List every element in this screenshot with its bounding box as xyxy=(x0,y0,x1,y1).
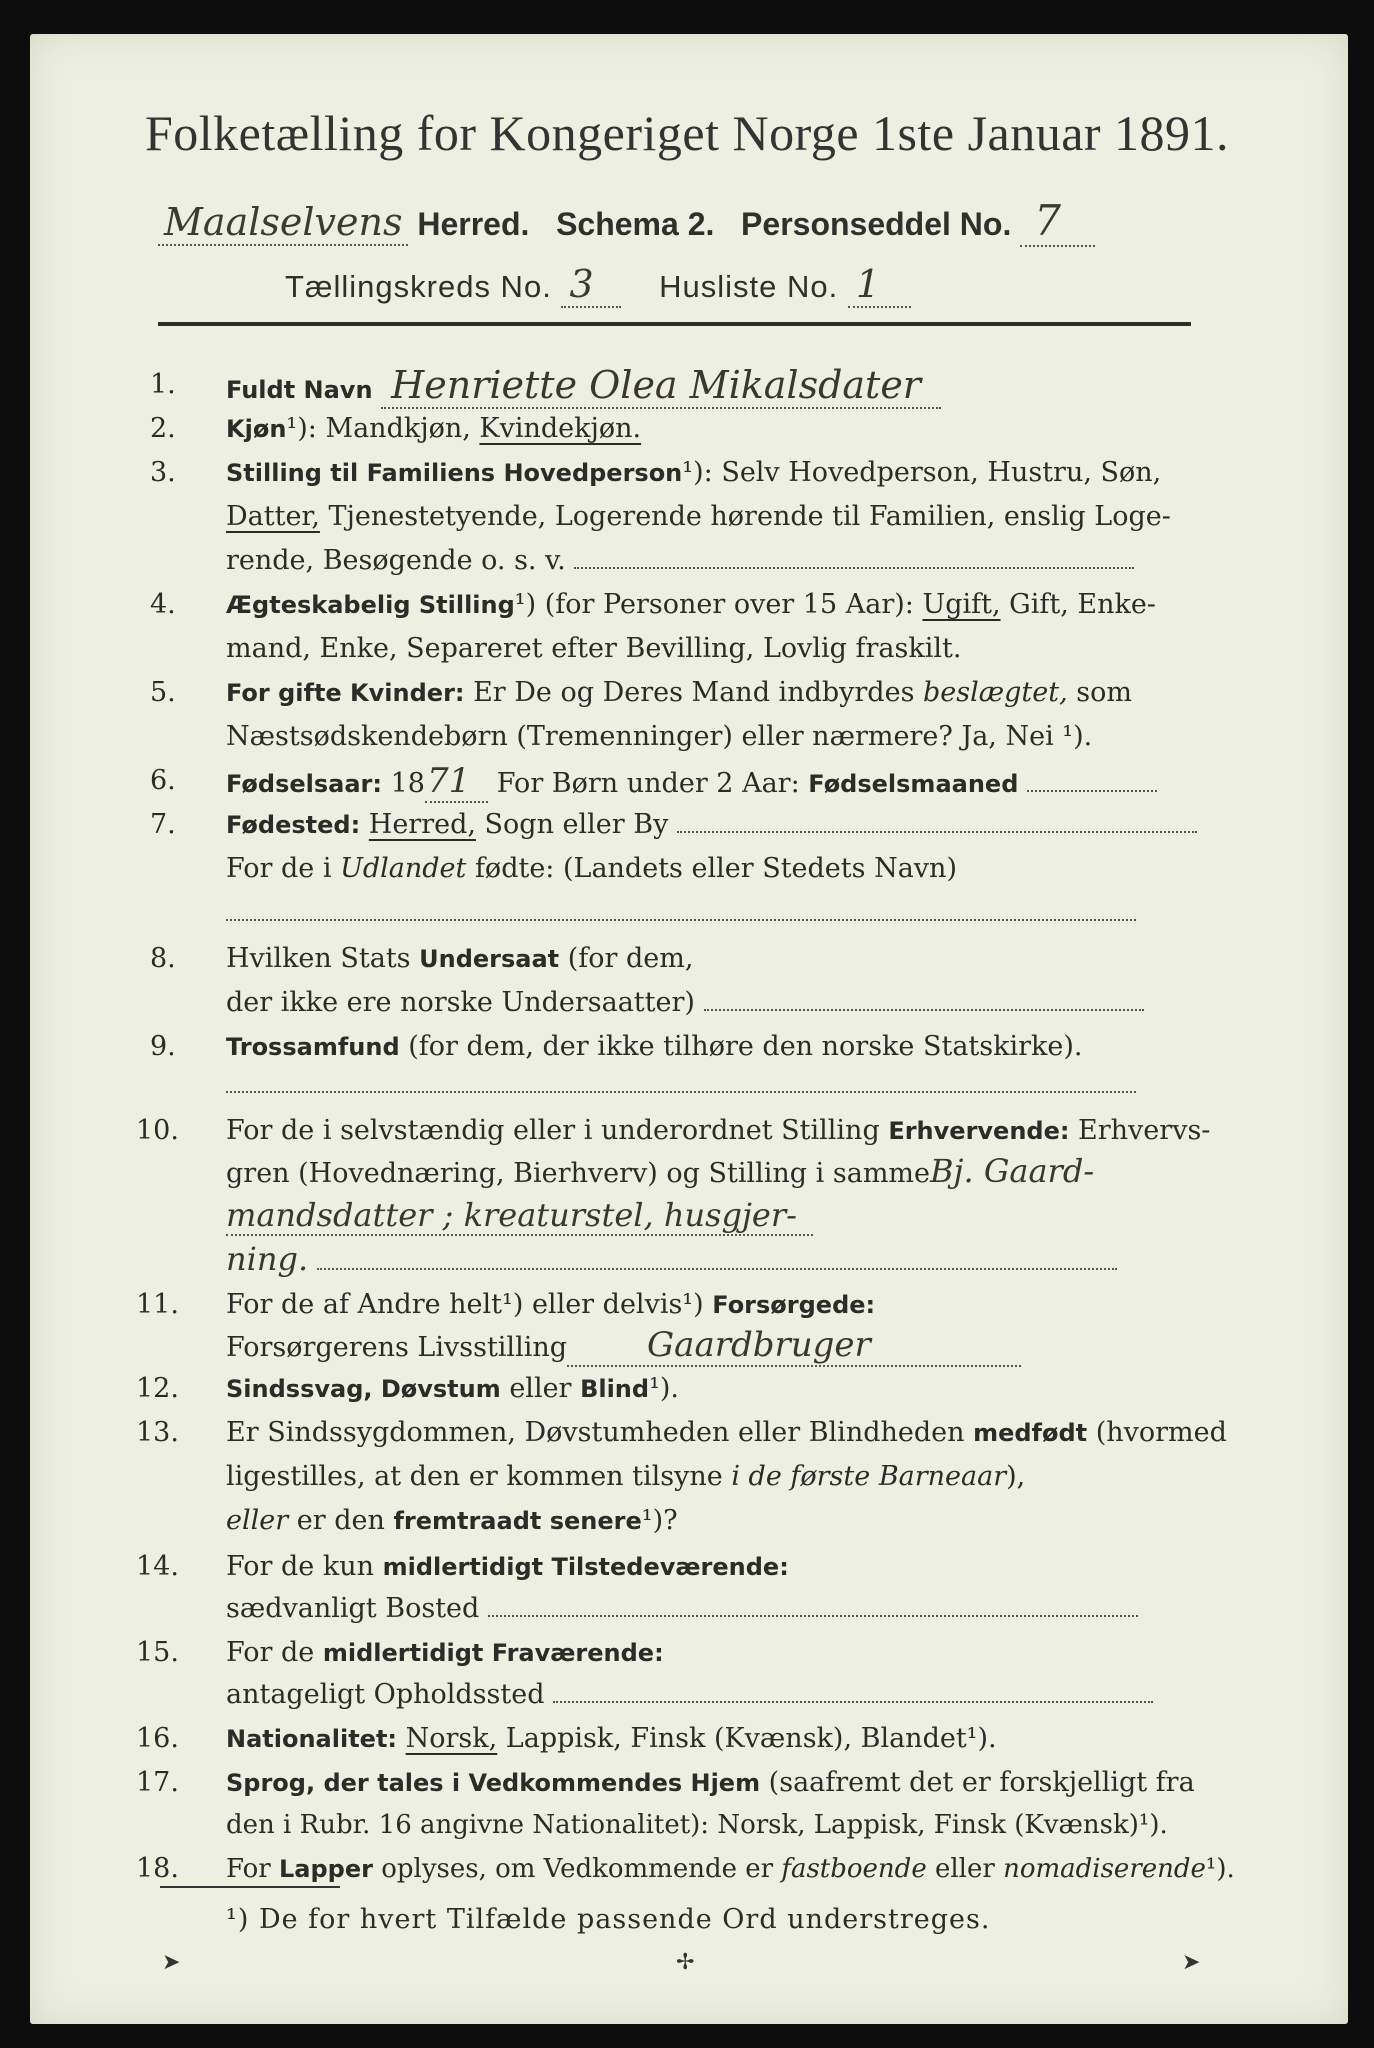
provider-occupation-answer: Gaardbruger xyxy=(567,1325,1021,1367)
question-text: For de kun xyxy=(226,1551,383,1582)
question-label: Fødested: xyxy=(226,811,361,839)
nationality-selected: Norsk, xyxy=(405,1723,498,1754)
question-label: Lapper xyxy=(278,1855,373,1883)
question-number: 6. xyxy=(150,765,176,796)
question-body xyxy=(226,1152,1094,1193)
question-body xyxy=(226,630,961,668)
question-body xyxy=(226,894,1136,932)
registration-mark-icon: ✢ xyxy=(676,1950,695,1975)
full-name-answer: Henriette Olea Mikalsdater xyxy=(381,363,941,409)
question-number: 17. xyxy=(136,1767,179,1798)
gender-selected: Kvindekjøn. xyxy=(479,413,642,444)
question-number: 10. xyxy=(136,1115,179,1146)
question-italic: eller xyxy=(226,1505,289,1536)
question-label: Trossamfund xyxy=(226,1033,400,1061)
question-body xyxy=(226,674,1132,712)
birth-year-prefix: 18 xyxy=(382,768,425,799)
question-text: For de xyxy=(226,1637,323,1668)
question-text: Tjenestetyende, Logerende hørende til Familien, enslig Loge- xyxy=(319,501,1171,532)
question-body xyxy=(226,1112,1210,1150)
question-number: 2. xyxy=(150,413,176,444)
question-number: 18. xyxy=(136,1853,179,1884)
question-text: er den xyxy=(288,1505,394,1536)
question-text: rende, Besøgende o. s. v. xyxy=(226,545,566,576)
question-body xyxy=(226,410,641,448)
personseddel-number: 7 xyxy=(1020,196,1095,247)
question-label: Ægteskabelig Stilling xyxy=(226,591,515,619)
question-text: fødte: (Landets eller Stedets Navn) xyxy=(466,853,957,884)
question-text: oplyses, om Vedkommende er xyxy=(372,1854,782,1884)
question-text: der ikke ere norske Undersaatter) xyxy=(226,987,695,1018)
kreds-number: 3 xyxy=(561,262,620,308)
occupation-answer-1: Bj. Gaard- xyxy=(930,1152,1095,1190)
question-label: Undersaat xyxy=(419,945,560,973)
question-body xyxy=(226,1028,1082,1066)
marital-status-selected: Ugift, xyxy=(922,589,1001,620)
question-label: Stilling til Familiens Hovedperson xyxy=(226,459,683,487)
question-body xyxy=(226,586,1156,624)
question-text: Lappisk, Finsk (Kvænsk), Blandet¹). xyxy=(497,1723,997,1754)
question-text: For de af Andre helt¹) eller delvis¹) xyxy=(226,1289,713,1320)
question-number: 7. xyxy=(150,809,176,840)
question-text: (hvormed xyxy=(1087,1417,1227,1448)
question-number: 4. xyxy=(150,589,176,620)
question-text: (saafremt det er forskjelligt fra xyxy=(760,1767,1195,1798)
question-body xyxy=(226,1286,875,1324)
question-label: midlertidigt Tilstedeværende: xyxy=(382,1553,789,1581)
question-label: Sprog, der tales i Vedkommendes Hjem xyxy=(226,1769,761,1797)
schema-label: Schema 2. xyxy=(556,206,715,242)
question-body xyxy=(226,1676,1153,1714)
question-body xyxy=(226,940,693,978)
question-number: 13. xyxy=(136,1417,179,1448)
question-number: 8. xyxy=(150,943,176,974)
question-body xyxy=(226,454,1161,492)
question-text: ¹): Mandkjøn, xyxy=(286,413,480,444)
question-text: ¹). xyxy=(649,1373,680,1404)
question-text: Næstsødskendebørn (Tremenninger) eller nærmere? Ja, Nei ¹). xyxy=(226,721,1093,752)
question-italic: fastboende xyxy=(781,1854,927,1884)
form-title: Folketælling for Kongeriget Norge 1ste Januar 1891. xyxy=(144,105,1230,161)
question-label: Nationalitet: xyxy=(226,1725,398,1753)
question-body xyxy=(226,1458,1025,1496)
question-text: gren (Hovednæring, Bierhverv) og Stilling i samme xyxy=(226,1158,931,1189)
header-line-schema xyxy=(158,196,1095,245)
question-text: ¹) (for Personer over 15 Aar): xyxy=(514,589,923,620)
question-body xyxy=(226,984,1144,1022)
birth-year-answer: 71 xyxy=(425,761,488,803)
dotted-line xyxy=(677,825,1197,833)
question-label: Fuldt Navn xyxy=(226,376,373,404)
question-text: sædvanligt Bosted xyxy=(226,1593,480,1624)
question-body xyxy=(226,363,941,409)
footnote: ¹) De for hvert Tilfælde passende Ord understreges. xyxy=(226,1904,991,1935)
question-text: (for dem, der ikke tilhøre den norske Statskirke). xyxy=(399,1031,1083,1062)
question-text: Gift, Enke- xyxy=(1000,589,1156,620)
question-body xyxy=(226,1240,1117,1281)
question-text: mand, Enke, Separeret efter Bevilling, Lovlig fraskilt. xyxy=(226,633,962,664)
question-number: 9. xyxy=(150,1031,176,1062)
question-italic: nomadiserende xyxy=(1003,1854,1206,1884)
question-text: Er Sindssygdommen, Døvstumheden eller Blindheden xyxy=(226,1417,974,1448)
dotted-line xyxy=(488,1609,1138,1617)
dotted-line xyxy=(553,1695,1153,1703)
question-body xyxy=(226,1806,1168,1844)
question-body xyxy=(226,1502,678,1540)
birthplace-selected: Herred, xyxy=(368,809,476,840)
question-text: ligestilles, at den er kommen tilsyne xyxy=(226,1461,732,1492)
question-label: For gifte Kvinder: xyxy=(226,679,465,707)
husliste-number: 1 xyxy=(848,262,911,308)
footnote-rule xyxy=(160,1886,340,1888)
question-italic: Udlandet xyxy=(340,853,467,884)
question-body xyxy=(226,806,1197,844)
question-text: antageligt Opholdssted xyxy=(226,1679,545,1710)
question-body xyxy=(226,1634,664,1672)
dotted-line xyxy=(317,1262,1117,1270)
question-number: 14. xyxy=(136,1551,179,1582)
dotted-line xyxy=(1027,784,1157,792)
occupation-answer-2: mandsdatter ; kreaturstel, husgjer- xyxy=(226,1196,813,1236)
question-number: 3. xyxy=(150,457,176,488)
question-body xyxy=(226,1066,1136,1104)
question-text: Forsørgerens Livsstilling xyxy=(226,1332,568,1363)
question-italic: beslægtet, xyxy=(923,677,1068,708)
question-body xyxy=(226,1764,1195,1802)
question-body xyxy=(226,762,1157,803)
question-label: Sindssvag, Døvstum xyxy=(226,1375,501,1403)
question-text: som xyxy=(1067,677,1132,708)
kreds-label: Tællingskreds No. xyxy=(285,269,552,304)
question-body xyxy=(226,1720,997,1758)
question-label: Fødselsmaaned xyxy=(808,770,1019,798)
question-number: 12. xyxy=(136,1373,179,1404)
registration-mark-icon: ➤ xyxy=(1182,1950,1201,1975)
question-body xyxy=(226,1414,1227,1452)
husliste-label: Husliste No. xyxy=(659,269,839,304)
question-text: For xyxy=(226,1854,279,1884)
question-text: For Børn under 2 Aar: xyxy=(488,768,809,799)
occupation-answer-3: ning. xyxy=(226,1240,309,1278)
question-text: For de i xyxy=(226,853,341,884)
question-number: 16. xyxy=(136,1723,179,1754)
dotted-line xyxy=(574,561,1134,569)
personseddel-label: Personseddel No. xyxy=(741,206,1012,242)
question-number: 5. xyxy=(150,677,176,708)
question-text: den i Rubr. 16 angivne Nationalitet): Norsk, Lappisk, Finsk (Kvænsk)¹). xyxy=(226,1810,1168,1840)
question-body xyxy=(226,850,957,888)
question-number: 11. xyxy=(136,1289,179,1320)
question-body xyxy=(226,1850,1235,1888)
question-body xyxy=(226,1370,679,1408)
question-body xyxy=(226,542,1134,580)
question-body xyxy=(226,498,1171,536)
question-text: Hvilken Stats xyxy=(226,943,420,974)
question-label: Erhvervende: xyxy=(888,1117,1070,1145)
question-label: Kjøn xyxy=(226,415,287,443)
question-number: 1. xyxy=(150,369,176,400)
question-text: Sogn eller By xyxy=(475,809,669,840)
question-label: Fødselsaar: xyxy=(226,770,382,798)
header-line-kreds xyxy=(285,262,911,306)
dotted-line xyxy=(226,1085,1136,1093)
question-body xyxy=(226,1196,813,1237)
question-italic: i de første Barneaar xyxy=(731,1461,1007,1492)
question-body xyxy=(226,1326,1021,1367)
question-text: ¹): Selv Hovedperson, Hustru, Søn, xyxy=(682,457,1162,488)
header-rule xyxy=(158,322,1191,326)
dotted-line xyxy=(226,913,1136,921)
family-position-selected: Datter, xyxy=(226,501,320,532)
question-label: midlertidigt Fraværende: xyxy=(322,1639,664,1667)
question-text: ¹). xyxy=(1205,1854,1235,1884)
question-label: medfødt xyxy=(973,1419,1088,1447)
question-label: Blind xyxy=(580,1375,650,1403)
question-text: ¹)? xyxy=(641,1505,678,1536)
question-label: fremtraadt senere xyxy=(393,1507,642,1535)
question-text: ), xyxy=(1006,1461,1026,1492)
herred-label: Herred. xyxy=(417,206,530,242)
question-body xyxy=(226,718,1092,756)
question-text: Erhvervs- xyxy=(1069,1115,1211,1146)
question-body xyxy=(226,1590,1138,1628)
dotted-line xyxy=(704,1003,1144,1011)
question-text: Er De og Deres Mand indbyrdes xyxy=(464,677,924,708)
question-label: Forsørgede: xyxy=(712,1291,876,1319)
question-text: eller xyxy=(500,1373,581,1404)
question-text: For de i selvstændig eller i underordnet Stilling xyxy=(226,1115,889,1146)
registration-mark-icon: ➤ xyxy=(162,1950,181,1975)
municipality-handwritten: Maalselvens xyxy=(158,200,408,246)
question-text: (for dem, xyxy=(559,943,694,974)
question-number: 15. xyxy=(136,1637,179,1668)
question-text: eller xyxy=(926,1854,1004,1884)
question-body xyxy=(226,1548,789,1586)
